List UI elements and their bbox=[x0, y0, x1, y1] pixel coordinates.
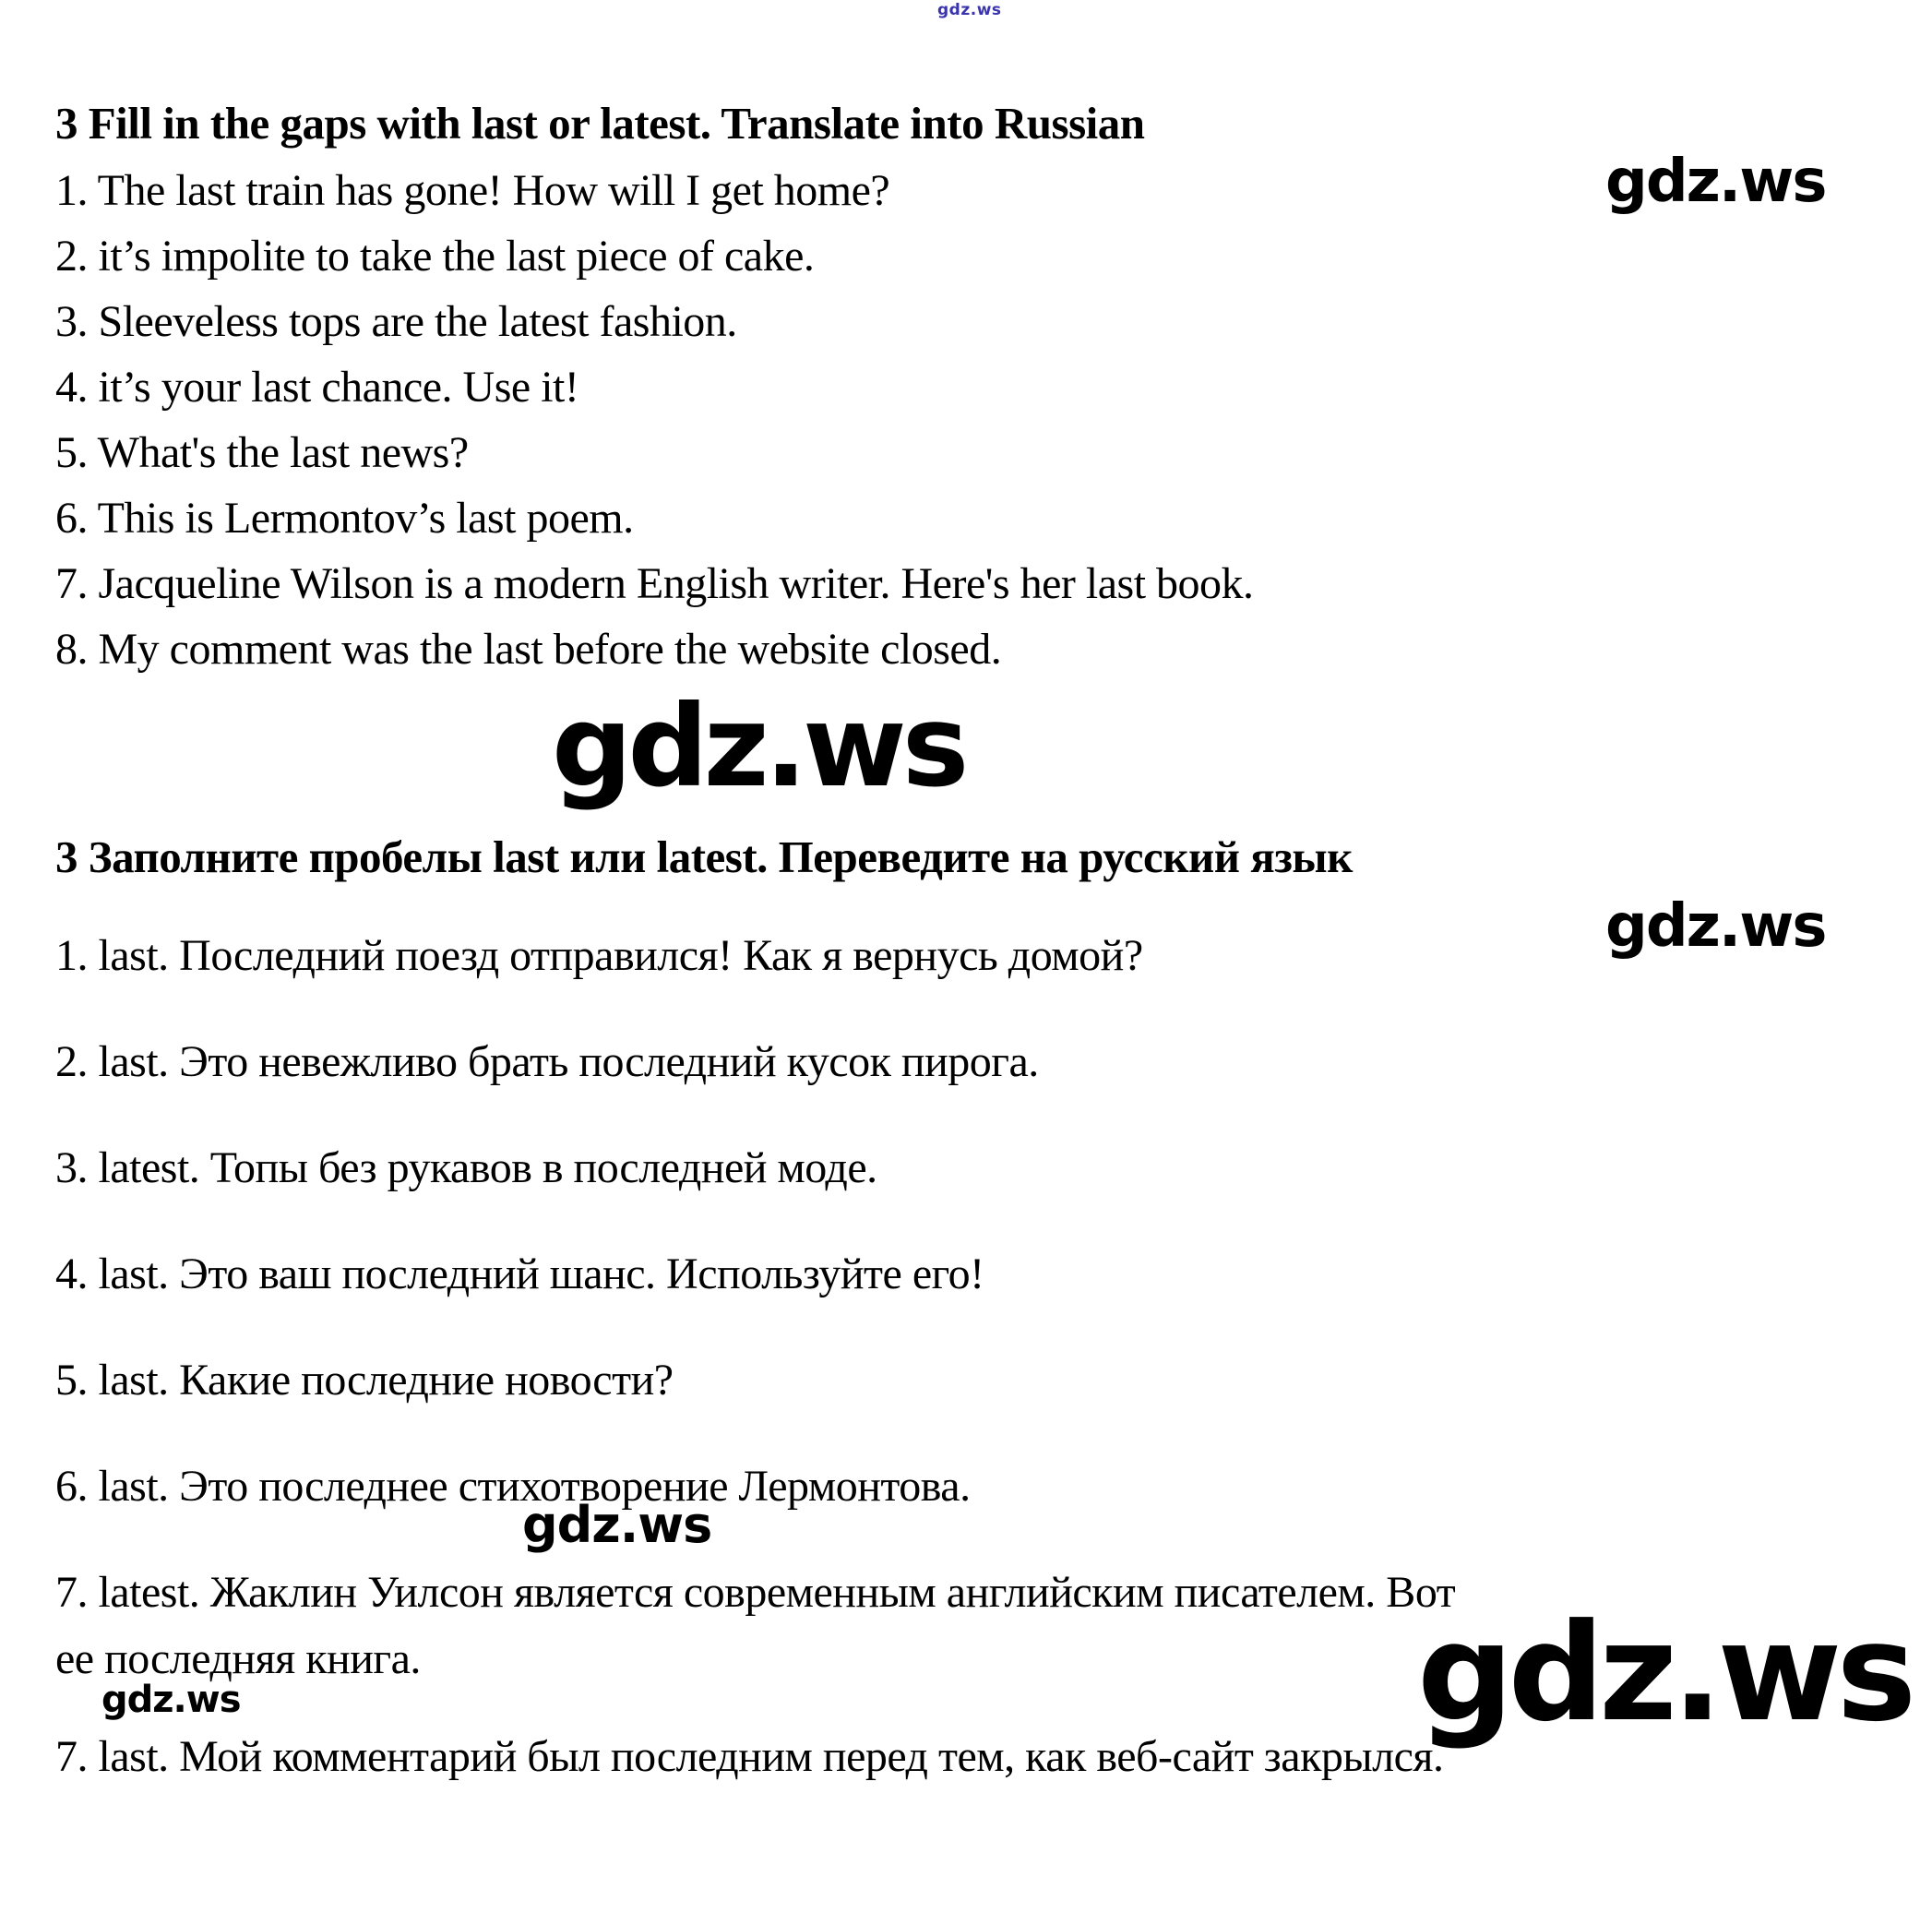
russian-item-2: 2. last. Это невежливо брать последний кусок пирога. bbox=[55, 1037, 1039, 1086]
gdzws-watermark-center-large: gdz.ws bbox=[552, 681, 965, 812]
russian-item-7-line-1: 7. latest. Жаклин Уилсон является современным английским писателем. Вот bbox=[55, 1568, 1456, 1617]
russian-item-8: 7. last. Мой комментарий был последним перед тем, как веб-сайт закрылся. bbox=[55, 1732, 1444, 1781]
gdzws-watermark-mid-small: gdz.ws bbox=[522, 1496, 712, 1554]
russian-item-1: 1. last. Последний поезд отправился! Как я вернусь домой? bbox=[55, 931, 1143, 980]
english-exercise-heading: 3 Fill in the gaps with last or latest. Translate into Russian bbox=[55, 98, 1145, 149]
english-item-6: 6. This is Lermontov’s last poem. bbox=[55, 494, 634, 543]
english-item-7: 7. Jacqueline Wilson is a modern English writer. Here's her last book. bbox=[55, 559, 1254, 608]
russian-item-5: 5. last. Какие последние новости? bbox=[55, 1356, 674, 1405]
gdzws-watermark-right-middle: gdz.ws bbox=[1605, 892, 1826, 961]
russian-item-7-line-2: ее последняя книга. bbox=[55, 1634, 421, 1683]
english-item-4: 4. it’s your last chance. Use it! bbox=[55, 363, 579, 412]
english-item-1: 1. The last train has gone! How will I get home? bbox=[55, 166, 890, 215]
gdzws-watermark-right-upper: gdz.ws bbox=[1605, 148, 1826, 216]
russian-item-6: 6. last. Это последнее стихотворение Лермонтова. bbox=[55, 1462, 971, 1511]
english-item-5: 5. What's the last news? bbox=[55, 428, 469, 477]
english-item-2: 2. it’s impolite to take the last piece of cake. bbox=[55, 232, 815, 281]
gdzws-watermark-top: gdz.ws bbox=[937, 1, 1002, 19]
gdzws-watermark-bottom-left: gdz.ws bbox=[101, 1679, 241, 1721]
russian-item-4: 4. last. Это ваш последний шанс. Используйте его! bbox=[55, 1249, 984, 1298]
english-item-3: 3. Sleeveless tops are the latest fashion. bbox=[55, 297, 737, 346]
gdzws-watermark-bottom-right-large: gdz.ws bbox=[1417, 1595, 1912, 1752]
russian-exercise-heading: 3 Заполните пробелы last или latest. Переведите на русский язык bbox=[55, 831, 1353, 882]
russian-item-3: 3. latest. Топы без рукавов в последней моде. bbox=[55, 1143, 877, 1192]
english-item-8: 8. My comment was the last before the website closed. bbox=[55, 625, 1002, 674]
